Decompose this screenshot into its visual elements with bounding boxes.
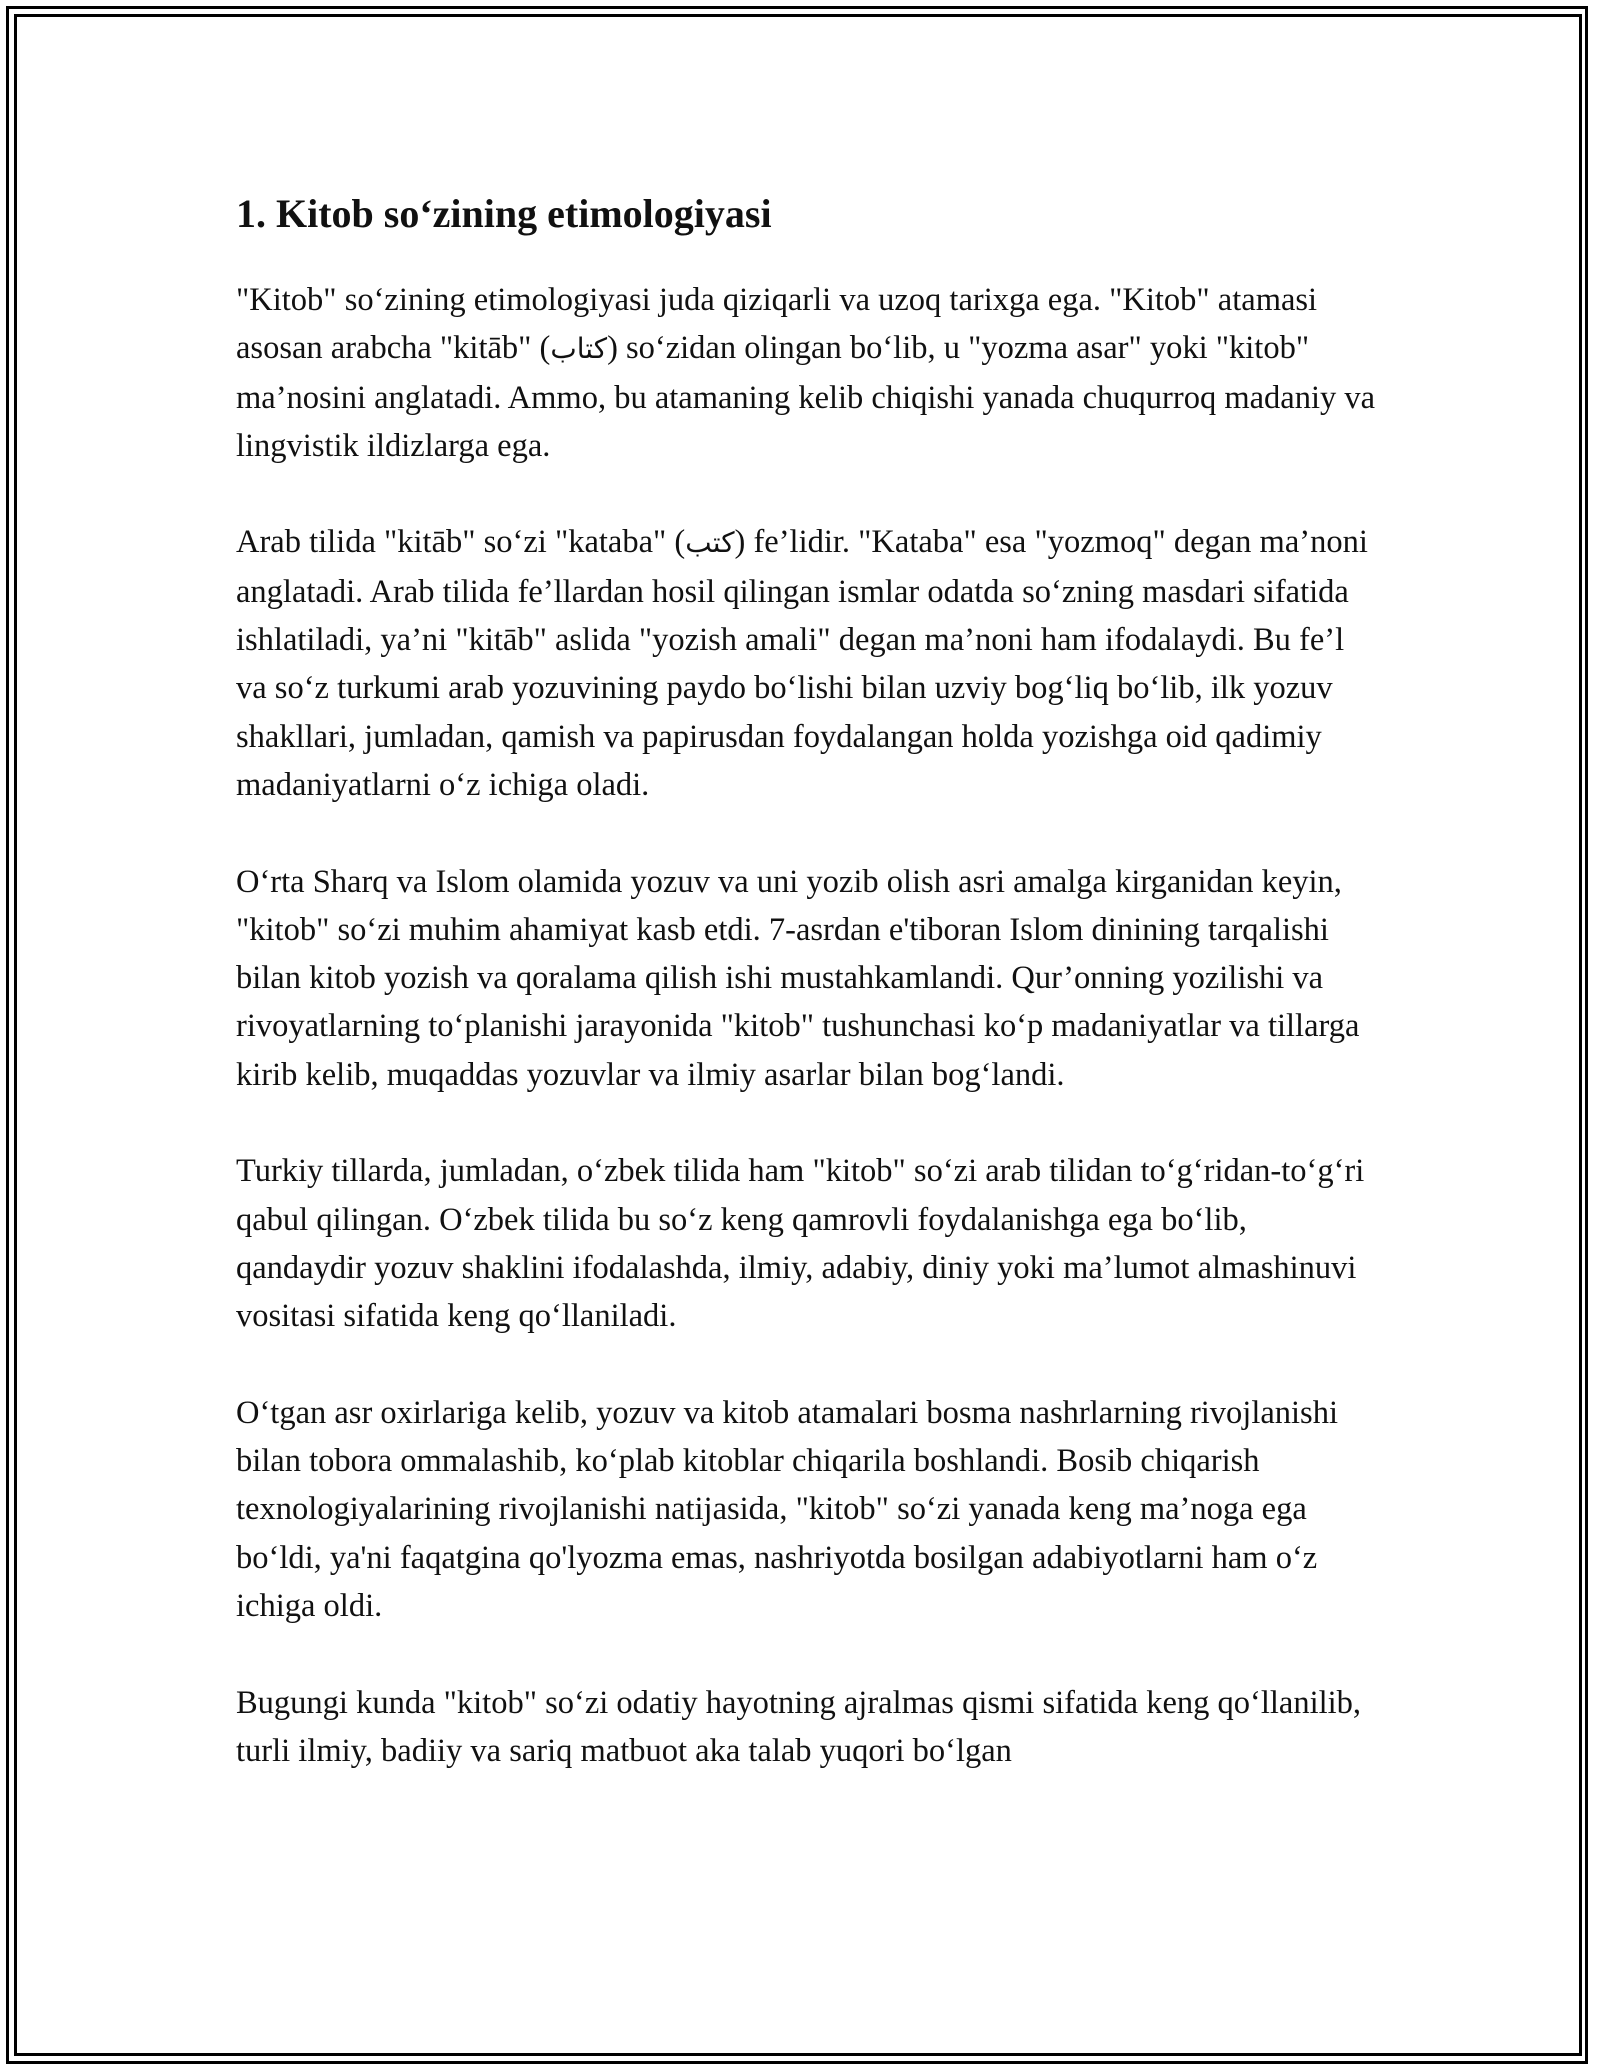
arabic-word-kitab: كتاب xyxy=(550,332,608,366)
paragraph-text: "Kitob" so‘zining etimologiyasi juda qiziqarli va uzoq tarixga ega. "Kitob" atamasi asosan arabcha "kitāb" ( xyxy=(236,282,1318,367)
document-body xyxy=(236,190,1376,1824)
paragraph-text: Arab tilida "kitāb" so‘zi "kataba" ( xyxy=(236,524,686,561)
paragraph-today: Bugungi kunda "kitob" so‘zi odatiy hayotning ajralmas qismi sifatida keng qo‘llanilib, turli ilmiy, badiiy va sariq matbuot aka talab yuqori bo‘lgan xyxy=(236,1684,1362,1769)
paragraph-printing: O‘tgan asr oxirlariga kelib, yozuv va kitob atamalari bosma nashrlarning rivojlanishi bilan tobora ommalashib, ko‘plab kitoblar chiqarila boshlandi. Bosib chiqarish texnologiyalarining rivojlanishi natijasida, "kitob" so‘zi yanada keng ma’noga ega bo‘ldi, ya'ni faqatgina qo'lyozma emas, nashriyotda bosilgan adabiyotlarni ham o‘z ichiga oldi. xyxy=(236,1394,1338,1625)
paragraph-text: ) so‘zidan olingan bo‘lib, u "yozma asar" yoki "kitob" ma’nosini anglatadi. Ammo, bu atamaning kelib chiqishi yanada chuqurroq madaniy va lingvistik ildizlarga ega. xyxy=(236,330,1376,464)
paragraph-turkic-languages: Turkiy tillarda, jumladan, o‘zbek tilida ham "kitob" so‘zi arab tilidan to‘g‘ridan-to‘g‘ri qabul qilingan. O‘zbek tilida bu so‘z keng qamrovli foydalanishga ega bo‘lib, qandaydir yozuv shaklini ifodalashda, ilmiy, adabiy, diniy yoki ma’lumot almashinuvi vositasi sifatida keng qo‘llaniladi. xyxy=(236,1153,1365,1335)
arabic-word-kataba: كتب xyxy=(685,526,735,560)
paragraph-arabic-root xyxy=(236,518,1376,809)
paragraph-middle-east: O‘rta Sharq va Islom olamida yozuv va uni yozib olish asri amalga kirganidan keyin, "kitob" so‘zi muhim ahamiyat kasb etdi. 7-asrdan e'tiboran Islom dinining tarqalishi bilan kitob yozish va qoralama qilish ishi mustahkamlandi. Qur’onning yozilishi va rivoyatlarning to‘planishi jarayonida "kitob" tushunchasi ko‘p madaniyatlar va tillarga kirib kelib, muqaddas yozuvlar va ilmiy asarlar bilan bog‘landi. xyxy=(236,863,1360,1093)
section-heading: 1. Kitob so‘zining etimologiyasi xyxy=(236,191,772,236)
paragraph-text: ) fe’lidir. "Kataba" esa "yozmoq" degan ma’noni anglatadi. Arab tilida fe’llardan hosil qilingan ismlar odatda so‘zning masdari sifatida ishlatiladi, ya’ni "kitāb" aslida "yozish amali" degan ma’noni ham ifodalaydi. Bu fe’l va so‘z turkumi arab yozuvining paydo bo‘lishi bilan uzviy bog‘liq bo‘lib, ilk yozuv shakllari, jumladan, qamish va papirusdan foydalangan holda yozishga oid qadimiy madaniyatlarni o‘z ichiga oladi. xyxy=(236,524,1368,803)
paragraph-etymology-intro xyxy=(236,276,1376,470)
